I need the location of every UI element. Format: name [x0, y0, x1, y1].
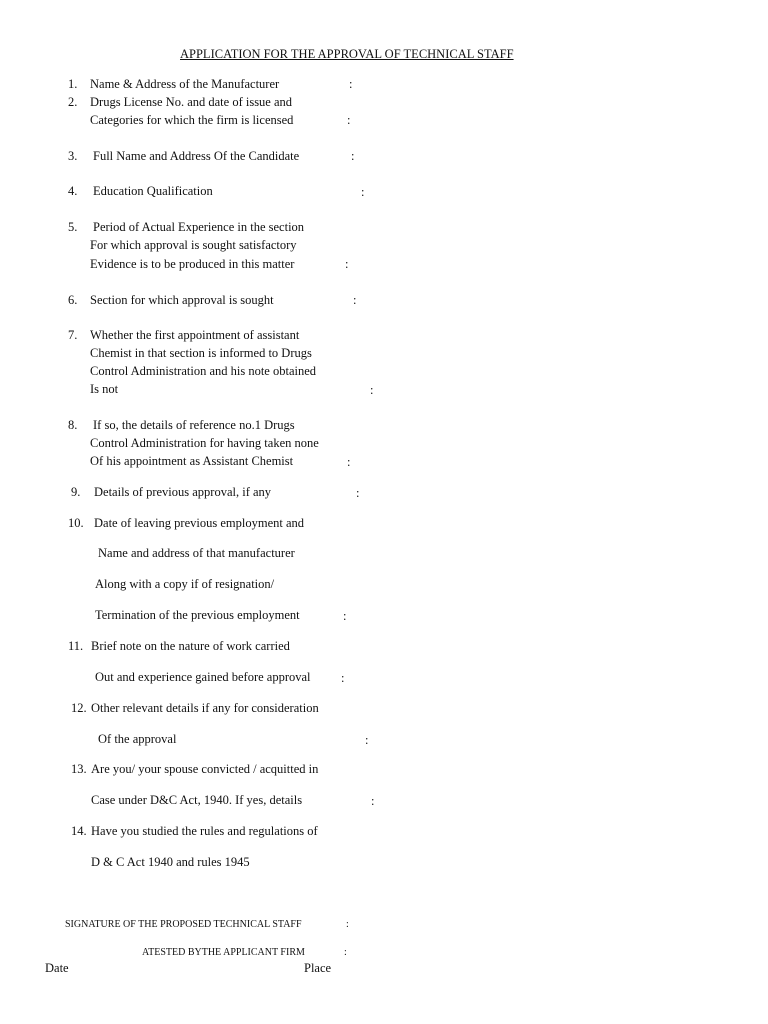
item-colon: : — [370, 383, 374, 397]
item-number: 9. — [71, 485, 81, 499]
item-colon: : — [345, 257, 349, 271]
item-label: Brief note on the nature of work carried — [91, 639, 290, 653]
item-colon: : — [347, 455, 351, 469]
item-label: Education Qualification — [93, 184, 213, 198]
item-label: Full Name and Address Of the Candidate — [93, 149, 300, 163]
signature-colon: : — [346, 919, 349, 930]
item-number: 6. — [68, 293, 78, 307]
item-label: Name & Address of the Manufacturer — [90, 77, 280, 91]
item-label: Evidence is to be produced in this matter — [90, 257, 295, 271]
item-number: 11. — [68, 639, 84, 653]
item-colon: : — [351, 149, 355, 163]
item-number: 3. — [68, 149, 78, 163]
item-label: Name and address of that manufacturer — [98, 546, 295, 560]
item-colon: : — [361, 185, 365, 199]
item-label: Of his appointment as Assistant Chemist — [90, 454, 294, 468]
item-label: Of the approval — [98, 732, 177, 746]
item-colon: : — [365, 733, 369, 747]
item-number: 4. — [68, 184, 78, 198]
item-label: Along with a copy if of resignation/ — [95, 577, 275, 591]
item-label: Chemist in that section is informed to Drugs — [90, 346, 312, 360]
item-label: Drugs License No. and date of issue and — [90, 95, 293, 109]
item-colon: : — [343, 609, 347, 623]
item-number: 12. — [71, 701, 87, 715]
item-colon: : — [347, 113, 351, 127]
item-colon: : — [341, 671, 345, 685]
place-label: Place — [304, 961, 332, 975]
item-label: Are you/ your spouse convicted / acquitted in — [91, 762, 319, 776]
item-label: For which approval is sought satisfactory — [90, 238, 297, 252]
item-label: Case under D&C Act, 1940. If yes, details — [91, 793, 303, 807]
item-label: Section for which approval is sought — [90, 293, 274, 307]
item-colon: : — [371, 794, 375, 808]
item-number: 8. — [68, 418, 78, 432]
item-label: Period of Actual Experience in the section — [93, 220, 305, 234]
page-title: APPLICATION FOR THE APPROVAL OF TECHNICAL STAFF — [180, 47, 514, 61]
item-label: Categories for which the firm is licensed — [90, 113, 294, 127]
item-colon: : — [349, 77, 353, 91]
date-label: Date — [45, 961, 69, 975]
attested-label: ATESTED BYTHE APPLICANT FIRM — [142, 947, 305, 958]
item-label: Whether the first appointment of assistant — [90, 328, 300, 342]
item-label: Other relevant details if any for consideration — [91, 701, 319, 715]
item-label: Have you studied the rules and regulations of — [91, 824, 318, 838]
item-colon: : — [353, 293, 357, 307]
item-number: 10. — [68, 516, 84, 530]
item-label: Termination of the previous employment — [95, 608, 300, 622]
item-label: Details of previous approval, if any — [94, 485, 272, 499]
attested-colon: : — [344, 947, 347, 958]
item-number: 7. — [68, 328, 78, 342]
item-number: 13. — [71, 762, 87, 776]
item-label: Control Administration for having taken none — [90, 436, 319, 450]
item-colon: : — [356, 486, 360, 500]
item-number: 14. — [71, 824, 87, 838]
item-number: 2. — [68, 95, 78, 109]
signature-label: SIGNATURE OF THE PROPOSED TECHNICAL STAFF — [65, 919, 302, 930]
item-number: 1. — [68, 77, 78, 91]
item-label: Is not — [90, 382, 119, 396]
item-label: Out and experience gained before approval — [95, 670, 311, 684]
item-label: Control Administration and his note obtained — [90, 364, 317, 378]
item-number: 5. — [68, 220, 78, 234]
item-label: D & C Act 1940 and rules 1945 — [91, 855, 250, 869]
item-label: Date of leaving previous employment and — [94, 516, 305, 530]
item-label: If so, the details of reference no.1 Drugs — [93, 418, 295, 432]
